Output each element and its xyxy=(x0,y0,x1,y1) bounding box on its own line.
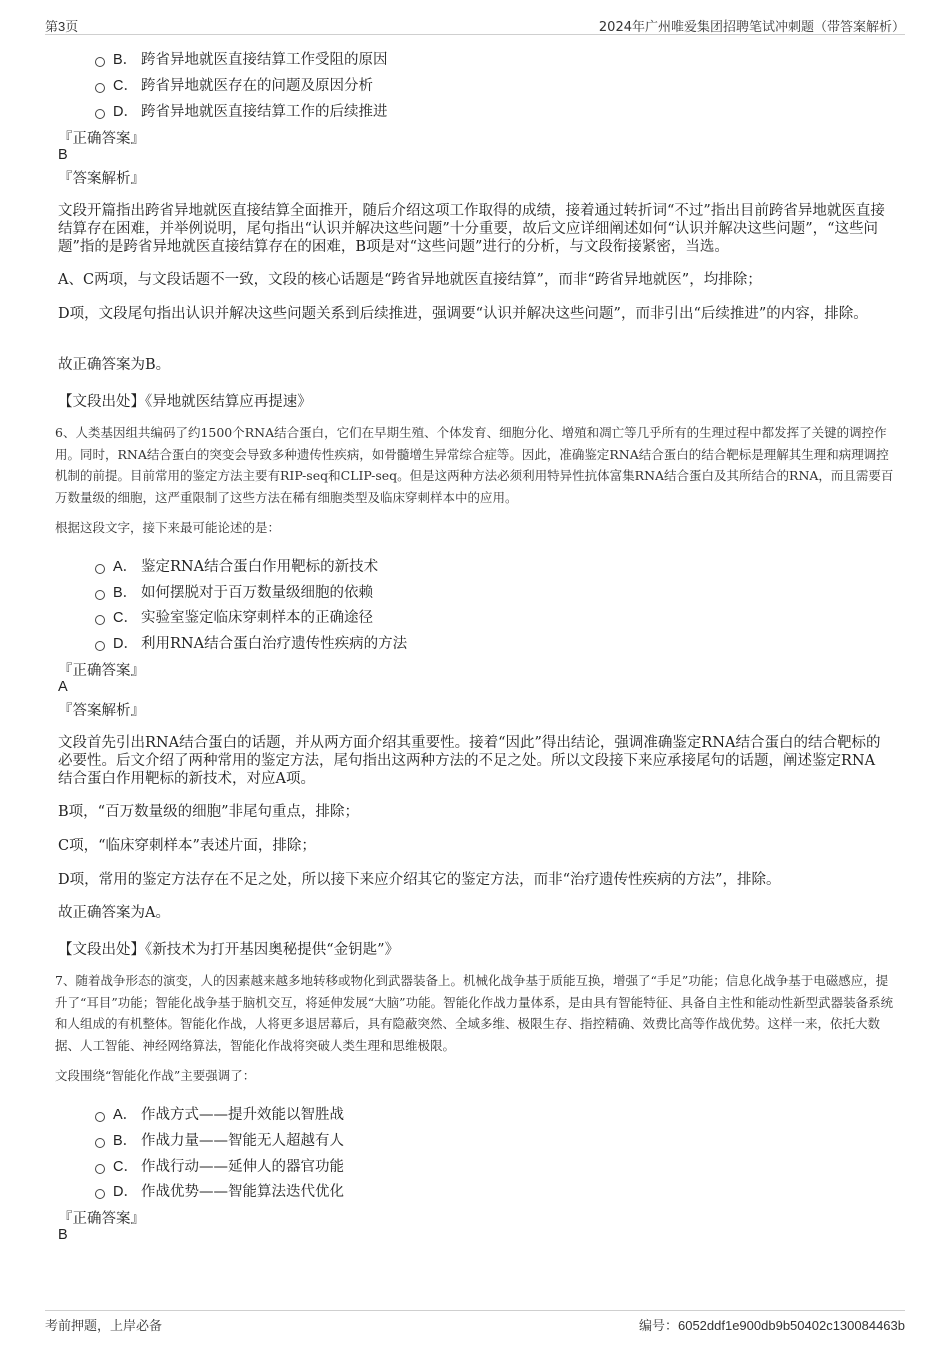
q7-option-d[interactable] xyxy=(95,1180,344,1201)
option-text: 如何摆脱对于百万数量级细胞的依赖 xyxy=(141,585,373,601)
q6-answer: A xyxy=(58,679,68,695)
option-text: 跨省异地就医直接结算工作的后续推进 xyxy=(141,104,388,120)
q6-analysis-label: 『答案解析』 xyxy=(58,703,145,719)
option-letter: A． xyxy=(113,559,138,575)
radio-icon[interactable] xyxy=(95,1112,105,1122)
document-code xyxy=(639,1315,905,1334)
q6-stem: 6、人类基因组共编码了约1500个RNA结合蛋白，它们在早期生殖、个体发育、细胞分化、增殖和凋亡等几乎所有的生理过程中都发挥了关键的调控作用。同时，RNA结合蛋白的突变会导致多种遗传性疾病，如骨髓增生异常综合症等。因此，准确鉴定RNA结合蛋白的结合靶标是理解其生理和病理调控机制的前提。目前常用的鉴定方法主要有RIP-seq和CLIP-seq。但是这两种方法必须利用特异性抗体富集RNA结合蛋白及其所结合的RNA，而且需要百万数量级的细胞，这严重限制了这些方法在稀有细胞类型及临床穿刺样本中的应用。 xyxy=(55,425,894,505)
page-footer xyxy=(45,1310,905,1335)
page-header xyxy=(45,14,905,35)
option-text: 作战优势——智能算法迭代优化 xyxy=(141,1184,344,1200)
q7-question: 文段围绕“智能化作战”主要强调了： xyxy=(55,1068,256,1083)
option-letter: C． xyxy=(113,1159,138,1175)
option-letter: C． xyxy=(113,610,138,626)
q5-analysis-paragraph: 故正确答案为B。 xyxy=(58,357,171,373)
q6-option-c[interactable] xyxy=(95,606,373,627)
q6-option-b[interactable] xyxy=(95,581,373,602)
option-letter: D． xyxy=(113,104,138,120)
q5-analysis-label: 『答案解析』 xyxy=(58,171,145,187)
q6-option-d[interactable] xyxy=(95,632,407,653)
q5-option-b[interactable] xyxy=(95,48,388,69)
option-text: 利用RNA结合蛋白治疗遗传性疾病的方法 xyxy=(141,636,408,652)
option-letter: B． xyxy=(113,52,138,68)
q7-stem: 7、随着战争形态的演变，人的因素越来越多地转移或物化到武器装备上。机械化战争基于质能互换，增强了“手足”功能；信息化战争基于电磁感应，提升了“耳目”功能；智能化战争基于脑机交互，将延伸发展“大脑”功能。智能化作战力量体系，是由具有智能特征、具备自主性和能动性新型武器装备系统和人组成的有机整体。智能化作战，人将更多退居幕后，具有隐蔽突然、全域多维、极限生存、指控精确、效费比高等作战优势。这样一来，依托大数据、人工智能、神经网络算法，智能化作战将突破人类生理和思维极限。 xyxy=(55,973,894,1053)
q5-answer: B xyxy=(58,147,68,163)
code-value: 6052ddf1e900db9b50402c130084463b xyxy=(677,1318,905,1333)
option-letter: D． xyxy=(113,1184,138,1200)
q7-option-b[interactable] xyxy=(95,1129,344,1150)
option-letter: A． xyxy=(113,1107,138,1123)
q6-answer-label: 『正确答案』 xyxy=(58,663,145,679)
code-label: 编号： xyxy=(638,1319,678,1334)
option-text: 实验室鉴定临床穿刺样本的正确途径 xyxy=(141,610,373,626)
radio-icon[interactable] xyxy=(95,57,105,67)
q5-analysis-paragraph: A、C两项，与文段话题不一致，文段的核心话题是“跨省异地就医直接结算”，而非“跨省异地就医”，均排除； xyxy=(58,272,762,288)
radio-icon[interactable] xyxy=(95,1164,105,1174)
q6-analysis-paragraph: 故正确答案为A。 xyxy=(58,905,170,921)
option-text: 作战力量——智能无人超越有人 xyxy=(141,1133,344,1149)
q7-option-a[interactable] xyxy=(95,1103,344,1124)
option-letter: C． xyxy=(113,78,138,94)
radio-icon[interactable] xyxy=(95,1138,105,1148)
q6-source: 【文段出处】《新技术为打开基因奥秘提供“金钥匙”》 xyxy=(58,942,400,958)
option-text: 跨省异地就医存在的问题及原因分析 xyxy=(141,78,373,94)
q7-option-c[interactable] xyxy=(95,1155,344,1176)
q5-option-c[interactable] xyxy=(95,74,373,95)
q5-analysis-paragraph: 文段开篇指出跨省异地就医直接结算全面推开，随后介绍这项工作取得的成绩，接着通过转折词“不过”指出目前跨省异地就医直接结算存在困难，并举例说明，尾句指出“认识并解决这些问题”十分重要，故后文应详细阐述如何“认识并解决这些问题”，“这些问题”指的是跨省异地就医直接结算存在的困难，B项是对“这些问题”进行的分析，与文段衔接紧密，当选。 xyxy=(58,203,885,255)
q5-source: 【文段出处】《异地就医结算应再提速》 xyxy=(58,394,312,410)
document-title: 2024年广州唯爱集团招聘笔试冲刺题（带答案解析） xyxy=(598,20,905,35)
option-text: 鉴定RNA结合蛋白作用靶标的新技术 xyxy=(141,559,379,575)
q5-option-d[interactable] xyxy=(95,100,388,121)
radio-icon[interactable] xyxy=(95,109,105,119)
option-letter: D． xyxy=(113,636,138,652)
q6-analysis-paragraph: B项，“百万数量级的细胞”非尾句重点，排除； xyxy=(58,804,359,820)
option-text: 作战行动——延伸人的器官功能 xyxy=(141,1159,344,1175)
option-text: 跨省异地就医直接结算工作受阻的原因 xyxy=(141,52,388,68)
option-letter: B． xyxy=(113,1133,138,1149)
q6-analysis-paragraph: D项，常用的鉴定方法存在不足之处，所以接下来应介绍其它的鉴定方法，而非“治疗遗传性疾病的方法”，排除。 xyxy=(58,872,781,888)
footer-slogan: 考前押题，上岸必备 xyxy=(45,1319,163,1334)
q6-analysis-paragraph: 文段首先引出RNA结合蛋白的话题，并从两方面介绍其重要性。接着“因此”得出结论，强调准确鉴定RNA结合蛋白的结合靶标的必要性。后文介绍了两种常用的鉴定方法，尾句指出这两种方法的不足之处。所以文段接下来应承接尾句的话题，阐述鉴定RNA结合蛋白作用靶标的新技术，对应A项。 xyxy=(58,735,881,787)
q7-answer: B xyxy=(58,1227,68,1243)
radio-icon[interactable] xyxy=(95,641,105,651)
q6-analysis-paragraph: C项，“临床穿刺样本”表述片面，排除； xyxy=(58,838,316,854)
radio-icon[interactable] xyxy=(95,615,105,625)
option-text: 作战方式——提升效能以智胜战 xyxy=(141,1107,344,1123)
q7-answer-label: 『正确答案』 xyxy=(58,1211,145,1227)
option-letter: B． xyxy=(113,585,138,601)
radio-icon[interactable] xyxy=(95,83,105,93)
page-number: 第3页 xyxy=(45,19,79,34)
q5-answer-label: 『正确答案』 xyxy=(58,131,145,147)
q6-question: 根据这段文字，接下来最可能论述的是： xyxy=(55,520,281,535)
radio-icon[interactable] xyxy=(95,1189,105,1199)
radio-icon[interactable] xyxy=(95,590,105,600)
q6-option-a[interactable] xyxy=(95,555,378,576)
q5-analysis-paragraph: D项，文段尾句指出认识并解决这些问题关系到后续推进，强调要“认识并解决这些问题”，而非引出“后续推进”的内容，排除。 xyxy=(58,306,868,322)
radio-icon[interactable] xyxy=(95,564,105,574)
